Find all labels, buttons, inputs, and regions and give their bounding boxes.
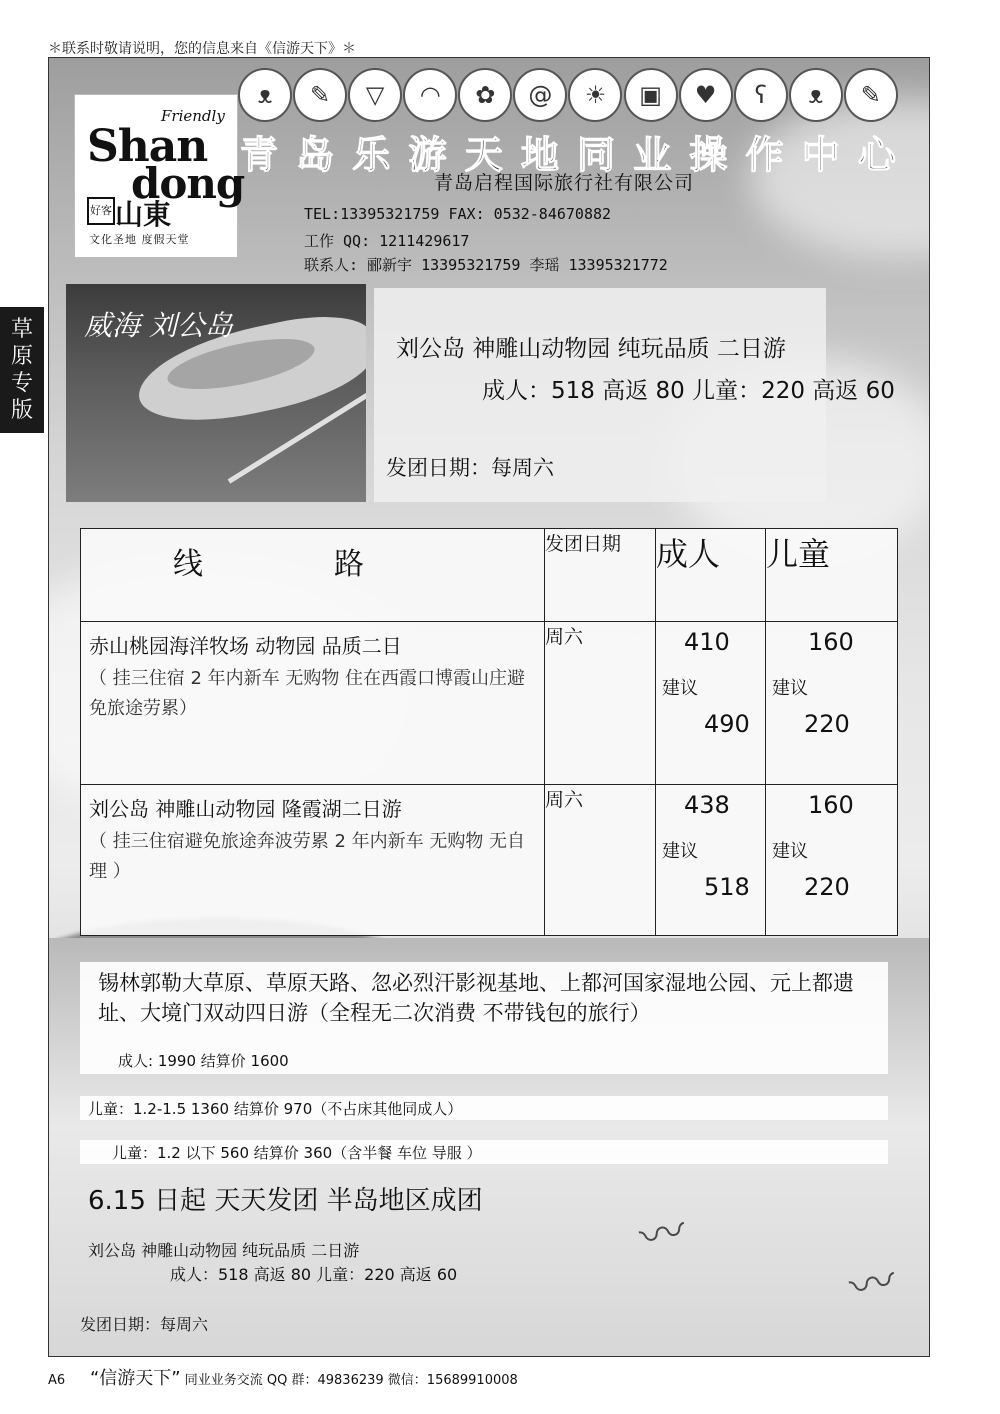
grassland-child-price-1: 儿童：1.2-1.5 1360 结算价 970（不占床其他同成人）: [88, 1100, 463, 1118]
footer-brand: “信游天下”: [89, 1368, 181, 1389]
table-header-row: [81, 529, 898, 622]
banner-char: 中: [801, 133, 840, 177]
heart-icon: ♥: [679, 68, 733, 122]
table-row: [81, 622, 898, 785]
adult-price-cell: [656, 785, 766, 936]
card-icon: ▣: [624, 68, 678, 122]
adult-suggest-label: 建议: [662, 678, 698, 699]
child-net-price: 160: [808, 628, 854, 656]
route-name: 刘公岛 神雕山动物园 隆霞湖二日游: [89, 797, 402, 821]
grassland-adult-price: 成人: 1990 结算价 1600: [118, 1052, 289, 1070]
side-tab-char: 专: [10, 371, 33, 396]
adult-suggest-price: 490: [704, 710, 750, 738]
logo-chinese: 山東: [115, 198, 172, 231]
route-detail: （ 挂三住宿 2 年内新车 无购物 住在西霞口博霞山庄避免旅途劳累）: [89, 668, 526, 719]
agency-qq: 工作 QQ: 1211429617: [304, 232, 470, 250]
banner-char: 同: [577, 133, 616, 177]
child-price-cell: [766, 785, 898, 936]
bottom-price: 成人：518 高返 80 儿童：220 高返 60: [170, 1265, 458, 1284]
route-table: [80, 528, 898, 936]
grassland-title: 锡林郭勒大草原、草原天路、忽必烈汗影视基地、上都河国家湿地公园、元上都遗址、大境门双动四日游（全程无二次消费 不带钱包的旅行）: [98, 971, 854, 1025]
header-notice: ＊联系时敬请说明，您的信息来自《信游天下》＊: [48, 41, 356, 57]
route-detail: （ 挂三住宿避免旅途奔波劳累 2 年内新车 无购物 无自理 ）: [89, 831, 526, 882]
rainbow-icon: ◠: [403, 68, 457, 122]
side-tab-char: 原: [10, 344, 33, 369]
feature-date: 发团日期：每周六: [386, 456, 554, 480]
table-row: [81, 785, 898, 936]
pencil-icon: ✎: [293, 68, 347, 122]
pencil-icon: ✎: [844, 68, 898, 122]
banner-char: 岛: [296, 133, 335, 177]
child-suggest-label: 建议: [772, 841, 808, 862]
adult-price-cell: [656, 622, 766, 785]
bottom-route: 刘公岛 神雕山动物园 纯玩品质 二日游: [88, 1241, 360, 1260]
route-date: 周六: [545, 785, 656, 936]
adult-suggest-label: 建议: [662, 841, 698, 862]
adult-net-price: 410: [684, 628, 730, 656]
banner-char: 地: [520, 133, 559, 177]
banner-char: 心: [857, 133, 896, 177]
route-date: 周六: [545, 622, 656, 785]
rabbit-icon: ᴥ: [238, 68, 292, 122]
ice-cream-icon: ▽: [348, 68, 402, 122]
bottom-date: 发团日期：每周六: [80, 1315, 209, 1334]
daily-departure-headline: 6.15 日起 天天发团 半岛地区成团: [88, 1186, 483, 1216]
agency-contacts: 联系人: 郦新宇 13395321759 李瑶 13395321772: [304, 256, 668, 274]
feature-route: 刘公岛 神雕山动物园 纯玩品质 二日游: [396, 336, 786, 362]
shandong-logo: [74, 94, 245, 258]
route-cell: [81, 785, 545, 936]
side-tab-char: 版: [10, 398, 33, 423]
sun-icon: ☀: [568, 68, 622, 122]
header-route-a: 线: [173, 547, 203, 582]
photo-title: 威海 刘公岛: [84, 309, 233, 342]
banner-char: 操: [689, 133, 728, 177]
feature-price: 成人：518 高返 80 儿童：220 高返 60: [482, 378, 895, 404]
logo-seal: 好客: [87, 197, 115, 225]
side-tab-char: 草: [10, 317, 33, 342]
agency-name: 青岛启程国际旅行社有限公司: [434, 172, 695, 194]
page-number: A6: [48, 1373, 66, 1388]
header-route-b: 路: [334, 547, 364, 582]
banner-char: 作: [745, 133, 784, 177]
footer: [48, 1364, 518, 1390]
grassland-child-price-2: 儿童：1.2 以下 560 结算价 360（含半餐 车位 导服 ）: [112, 1144, 482, 1162]
header-date: 发团日期: [545, 529, 656, 622]
rabbit-icon: ᴥ: [789, 68, 843, 122]
liugong-island-photo: [66, 284, 366, 502]
adult-net-price: 438: [684, 791, 730, 819]
header-child: 儿童: [766, 529, 898, 622]
header-adult: 成人: [656, 529, 766, 622]
logo-dong: dong: [131, 159, 245, 208]
header-route: [81, 529, 545, 622]
route-cell: [81, 622, 545, 785]
banner-char: 业: [633, 133, 672, 177]
child-price-cell: [766, 622, 898, 785]
child-suggest-price: 220: [804, 873, 850, 901]
bear-icon: ʕ: [734, 68, 788, 122]
logo-friendly: Friendly: [161, 107, 225, 125]
child-suggest-label: 建议: [772, 678, 808, 699]
adult-suggest-price: 518: [704, 873, 750, 901]
flower-icon: ✿: [458, 68, 512, 122]
footer-text: 同业业务交流 QQ 群：49836239 微信：15689910008: [184, 1373, 518, 1388]
child-net-price: 160: [808, 791, 854, 819]
logo-shan: Shan: [87, 121, 208, 172]
seagull-icon: 〰: [844, 1252, 901, 1316]
snail-icon: @: [513, 68, 567, 122]
banner-char: 青: [240, 133, 279, 177]
banner-char: 天: [464, 133, 503, 177]
banner-char: 乐: [352, 133, 391, 177]
route-name: 赤山桃园海洋牧场 动物园 品质二日: [89, 634, 402, 658]
banner-char: 游: [408, 133, 447, 177]
decorative-icon-row: [238, 68, 898, 122]
seagull-icon: 〰: [634, 1202, 691, 1266]
logo-slogan: 文化圣地 度假天堂: [89, 233, 190, 246]
agency-tel-fax: TEL:13395321759 FAX: 0532-84670882: [304, 205, 612, 223]
child-suggest-price: 220: [804, 710, 850, 738]
side-tab: [0, 307, 44, 433]
